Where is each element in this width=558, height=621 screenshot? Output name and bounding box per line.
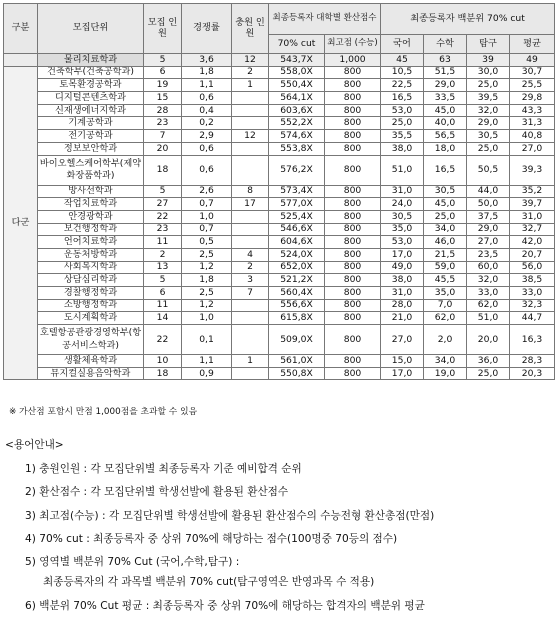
filled-cell: 7 [232, 287, 269, 300]
glossary-item: 2) 환산점수 : 각 모집단위별 학생선발에 활용된 환산점수 [25, 486, 289, 499]
korean-cell: 38,0 [381, 142, 424, 155]
cut70-cell: 524,0X [269, 248, 325, 261]
average-cell: 31,3 [510, 117, 555, 130]
unit-name-cell: 바이오헬스케어학부(제약화장품학과) [38, 155, 144, 185]
unit-name-cell: 건축학부(건축공학과) [38, 66, 144, 79]
filled-cell [232, 223, 269, 236]
cut70-cell: 550,4X [269, 79, 325, 92]
average-cell: 25,5 [510, 79, 555, 92]
max-score-cell: 800 [325, 325, 381, 355]
table-row [4, 142, 555, 155]
average-cell: 56,0 [510, 261, 555, 274]
korean-cell: 24,0 [381, 198, 424, 211]
filled-cell: 12 [232, 130, 269, 143]
inquiry-cell: 25,0 [467, 367, 510, 380]
glossary-item: 4) 70% cut : 최종등록자 중 상위 70%에 해당하는 점수(100명중 70등의 점수) [25, 532, 398, 545]
header-row [4, 4, 555, 35]
cut70-cell: 603,6X [269, 104, 325, 117]
korean-cell: 31,0 [381, 185, 424, 198]
cut70-cell: 574,6X [269, 130, 325, 143]
table-row [4, 299, 555, 312]
average-cell: 42,0 [510, 236, 555, 249]
quota-cell: 11 [144, 236, 182, 249]
unit-name-cell: 운동처방학과 [38, 248, 144, 261]
unit-name-cell: 생활체육학과 [38, 355, 144, 368]
competition-cell: 2,9 [182, 130, 232, 143]
average-cell: 44,7 [510, 312, 555, 325]
competition-cell: 2,5 [182, 287, 232, 300]
math-cell: 19,0 [424, 367, 467, 380]
math-cell: 45,0 [424, 104, 467, 117]
header-competition: 경쟁률 [182, 4, 232, 54]
table-row [4, 198, 555, 211]
cut70-cell: 561,0X [269, 355, 325, 368]
table-row [4, 325, 555, 355]
filled-cell [232, 142, 269, 155]
unit-name-cell: 사회복지학과 [38, 261, 144, 274]
average-cell: 38,5 [510, 274, 555, 287]
inquiry-cell: 30,5 [467, 130, 510, 143]
competition-cell: 2,5 [182, 248, 232, 261]
korean-cell: 15,0 [381, 355, 424, 368]
korean-cell: 51,0 [381, 155, 424, 185]
competition-cell: 1,0 [182, 312, 232, 325]
cut70-cell: 552,2X [269, 117, 325, 130]
unit-name-cell: 전기공학과 [38, 130, 144, 143]
average-cell: 35,2 [510, 185, 555, 198]
quota-cell: 18 [144, 155, 182, 185]
header-quota: 모집 인원 [144, 4, 182, 54]
max-score-cell: 800 [325, 223, 381, 236]
max-score-cell: 800 [325, 79, 381, 92]
unit-name-cell: 작업치료학과 [38, 198, 144, 211]
math-cell: 45,0 [424, 198, 467, 211]
korean-cell: 16,5 [381, 92, 424, 105]
cut70-cell: 525,4X [269, 210, 325, 223]
max-score-cell: 800 [325, 236, 381, 249]
math-cell: 34,0 [424, 223, 467, 236]
table-row [4, 287, 555, 300]
korean-cell: 49,0 [381, 261, 424, 274]
competition-cell: 0,6 [182, 92, 232, 105]
inquiry-cell: 62,0 [467, 299, 510, 312]
cut70-cell: 546,6X [269, 223, 325, 236]
max-score-cell: 800 [325, 312, 381, 325]
header-filled: 충원 인원 [232, 4, 269, 54]
math-cell: 56,5 [424, 130, 467, 143]
korean-cell: 25,0 [381, 117, 424, 130]
inquiry-cell: 30,0 [467, 66, 510, 79]
competition-cell: 0,5 [182, 236, 232, 249]
filled-cell [232, 236, 269, 249]
quota-cell: 5 [144, 54, 182, 67]
quota-cell: 27 [144, 198, 182, 211]
competition-cell: 1,8 [182, 274, 232, 287]
glossary-item: 3) 최고점(수능) : 각 모집단위별 학생선발에 활용된 환산점수의 수능전형 환산총점(만점) [25, 509, 435, 522]
unit-name-cell: 상담심리학과 [38, 274, 144, 287]
math-cell: 46,0 [424, 236, 467, 249]
average-cell: 43,3 [510, 104, 555, 117]
cut70-cell: 576,2X [269, 155, 325, 185]
math-cell: 2,0 [424, 325, 467, 355]
unit-name-cell: 신재생에너지학과 [38, 104, 144, 117]
filled-cell [232, 155, 269, 185]
math-cell: 21,5 [424, 248, 467, 261]
quota-cell: 5 [144, 274, 182, 287]
average-cell: 39,7 [510, 198, 555, 211]
filled-cell: 2 [232, 261, 269, 274]
korean-cell: 10,5 [381, 66, 424, 79]
quota-cell: 22 [144, 210, 182, 223]
korean-cell: 17,0 [381, 248, 424, 261]
filled-cell [232, 104, 269, 117]
unit-name-cell: 물리치료학과 [38, 54, 144, 67]
max-score-cell: 800 [325, 198, 381, 211]
korean-cell: 21,0 [381, 312, 424, 325]
cut70-cell: 604,6X [269, 236, 325, 249]
math-cell: 34,0 [424, 355, 467, 368]
quota-cell: 28 [144, 104, 182, 117]
korean-cell: 28,0 [381, 299, 424, 312]
korean-cell: 17,0 [381, 367, 424, 380]
quota-cell: 19 [144, 79, 182, 92]
inquiry-cell: 23,5 [467, 248, 510, 261]
korean-cell: 30,5 [381, 210, 424, 223]
filled-cell [232, 367, 269, 380]
quota-cell: 22 [144, 325, 182, 355]
korean-cell: 35,0 [381, 223, 424, 236]
glossary-item: 6) 백분위 70% Cut 평균 : 최종등록자 중 상위 70%에 해당하는 합격자의 백분위 평균 [25, 599, 425, 612]
quota-cell: 23 [144, 223, 182, 236]
cut70-cell: 652,0X [269, 261, 325, 274]
table-row [4, 104, 555, 117]
average-cell: 49 [510, 54, 555, 67]
average-cell: 30,7 [510, 66, 555, 79]
filled-cell: 3 [232, 274, 269, 287]
cut70-cell: 521,2X [269, 274, 325, 287]
quota-cell: 13 [144, 261, 182, 274]
inquiry-cell: 36,0 [467, 355, 510, 368]
math-cell: 29,0 [424, 79, 467, 92]
table-row [4, 223, 555, 236]
average-cell: 33,0 [510, 287, 555, 300]
average-cell: 39,3 [510, 155, 555, 185]
max-score-cell: 800 [325, 274, 381, 287]
footnote: ※ 가산점 포함시 만점 1,000점을 초과할 수 있음 [9, 407, 198, 417]
quota-cell: 6 [144, 287, 182, 300]
unit-name-cell: 안경광학과 [38, 210, 144, 223]
math-cell: 33,5 [424, 92, 467, 105]
competition-cell: 0,7 [182, 223, 232, 236]
korean-cell: 53,0 [381, 104, 424, 117]
unit-name-cell: 토목환경공학과 [38, 79, 144, 92]
average-cell: 32,3 [510, 299, 555, 312]
average-cell: 29,8 [510, 92, 555, 105]
quota-cell: 14 [144, 312, 182, 325]
header-converted-score: 최종등록자 대학별 환산점수 [269, 4, 381, 35]
table-row [4, 274, 555, 287]
quota-cell: 15 [144, 92, 182, 105]
korean-cell: 38,0 [381, 274, 424, 287]
cut70-cell: 573,4X [269, 185, 325, 198]
header-unit: 모집단위 [38, 4, 144, 54]
average-cell: 28,3 [510, 355, 555, 368]
inquiry-cell: 25,0 [467, 142, 510, 155]
glossary-title: <용어안내> [5, 439, 64, 451]
header-cut70: 70% cut [269, 35, 325, 54]
competition-cell: 0,7 [182, 198, 232, 211]
max-score-cell: 800 [325, 130, 381, 143]
max-score-cell: 800 [325, 248, 381, 261]
filled-cell [232, 210, 269, 223]
header-math: 수학 [424, 35, 467, 54]
unit-name-cell: 기계공학과 [38, 117, 144, 130]
competition-cell: 2,6 [182, 185, 232, 198]
table-row [4, 355, 555, 368]
unit-name-cell: 호텔항공관광경영학부(항공서비스학과) [38, 325, 144, 355]
filled-cell: 1 [232, 355, 269, 368]
group-empty-cell [4, 54, 38, 67]
average-cell: 16,3 [510, 325, 555, 355]
inquiry-cell: 50,5 [467, 155, 510, 185]
unit-name-cell: 보건행정학과 [38, 223, 144, 236]
table-row [4, 367, 555, 380]
max-score-cell: 800 [325, 155, 381, 185]
filled-cell: 4 [232, 248, 269, 261]
cut70-cell: 543,7X [269, 54, 325, 67]
glossary-item-continuation: 최종등록자의 각 과목별 백분위 70% cut(탐구영역은 반영과목 수 적용) [43, 576, 375, 589]
cut70-cell: 550,8X [269, 367, 325, 380]
cut70-cell: 558,0X [269, 66, 325, 79]
average-cell: 20,3 [510, 367, 555, 380]
unit-name-cell: 도시계획학과 [38, 312, 144, 325]
quota-cell: 5 [144, 185, 182, 198]
inquiry-cell: 37,5 [467, 210, 510, 223]
table-row [4, 155, 555, 185]
header-category: 구분 [4, 4, 38, 54]
competition-cell: 1,8 [182, 66, 232, 79]
inquiry-cell: 39,5 [467, 92, 510, 105]
cut70-cell: 553,8X [269, 142, 325, 155]
competition-cell: 0,4 [182, 104, 232, 117]
cut70-cell: 556,6X [269, 299, 325, 312]
competition-cell: 1,1 [182, 79, 232, 92]
table-row [4, 312, 555, 325]
max-score-cell: 800 [325, 117, 381, 130]
cut70-cell: 560,4X [269, 287, 325, 300]
filled-cell [232, 312, 269, 325]
max-score-cell: 800 [325, 261, 381, 274]
quota-cell: 23 [144, 117, 182, 130]
glossary-item: 5) 영역별 백분위 70% Cut (국어,수학,탐구) : [25, 556, 240, 569]
header-korean: 국어 [381, 35, 424, 54]
math-cell: 63 [424, 54, 467, 67]
filled-cell: 2 [232, 66, 269, 79]
korean-cell: 22,5 [381, 79, 424, 92]
unit-name-cell: 정보보안학과 [38, 142, 144, 155]
filled-cell: 12 [232, 54, 269, 67]
filled-cell: 1 [232, 79, 269, 92]
filled-cell [232, 325, 269, 355]
inquiry-cell: 20,0 [467, 325, 510, 355]
inquiry-cell: 27,0 [467, 236, 510, 249]
inquiry-cell: 32,0 [467, 104, 510, 117]
inquiry-cell: 60,0 [467, 261, 510, 274]
table-row [4, 54, 555, 67]
unit-name-cell: 경찰행정학과 [38, 287, 144, 300]
competition-cell: 1,2 [182, 261, 232, 274]
max-score-cell: 800 [325, 92, 381, 105]
competition-cell: 1,0 [182, 210, 232, 223]
quota-cell: 2 [144, 248, 182, 261]
group-label-cell: 다군 [4, 66, 38, 380]
korean-cell: 53,0 [381, 236, 424, 249]
max-score-cell: 800 [325, 367, 381, 380]
table-row [4, 117, 555, 130]
filled-cell: 17 [232, 198, 269, 211]
max-score-cell: 800 [325, 287, 381, 300]
table-row [4, 92, 555, 105]
average-cell: 27,0 [510, 142, 555, 155]
table-row [4, 261, 555, 274]
max-score-cell: 800 [325, 66, 381, 79]
average-cell: 40,8 [510, 130, 555, 143]
math-cell: 25,0 [424, 210, 467, 223]
korean-cell: 31,0 [381, 287, 424, 300]
max-score-cell: 800 [325, 185, 381, 198]
competition-cell: 1,2 [182, 299, 232, 312]
inquiry-cell: 25,0 [467, 79, 510, 92]
cut70-cell: 577,0X [269, 198, 325, 211]
filled-cell [232, 299, 269, 312]
table-row [4, 79, 555, 92]
korean-cell: 27,0 [381, 325, 424, 355]
table-row [4, 130, 555, 143]
table-row [4, 66, 555, 79]
inquiry-cell: 29,0 [467, 223, 510, 236]
unit-name-cell: 뮤지컬실용음악학과 [38, 367, 144, 380]
table-row [4, 185, 555, 198]
table-row [4, 248, 555, 261]
filled-cell [232, 92, 269, 105]
quota-cell: 18 [144, 367, 182, 380]
competition-cell: 0,1 [182, 325, 232, 355]
competition-cell: 3,6 [182, 54, 232, 67]
competition-cell: 0,6 [182, 142, 232, 155]
math-cell: 51,5 [424, 66, 467, 79]
math-cell: 18,0 [424, 142, 467, 155]
math-cell: 40,0 [424, 117, 467, 130]
max-score-cell: 800 [325, 104, 381, 117]
glossary [5, 437, 553, 621]
quota-cell: 20 [144, 142, 182, 155]
table-row [4, 236, 555, 249]
glossary-item: 1) 충원인원 : 각 모집단위별 최종등록자 기준 예비합격 순위 [25, 463, 302, 475]
competition-cell: 0,6 [182, 155, 232, 185]
cut70-cell: 564,1X [269, 92, 325, 105]
max-score-cell: 800 [325, 142, 381, 155]
quota-cell: 7 [144, 130, 182, 143]
header-max-score: 최고점 (수능) [325, 35, 381, 54]
header-average: 평균 [510, 35, 555, 54]
inquiry-cell: 50,0 [467, 198, 510, 211]
competition-cell: 1,1 [182, 355, 232, 368]
math-cell: 16,5 [424, 155, 467, 185]
unit-name-cell: 소방행정학과 [38, 299, 144, 312]
average-cell: 32,7 [510, 223, 555, 236]
competition-cell: 0,9 [182, 367, 232, 380]
average-cell: 31,0 [510, 210, 555, 223]
header-percentile: 최종등록자 백분위 70% cut [381, 4, 555, 35]
inquiry-cell: 44,0 [467, 185, 510, 198]
math-cell: 30,5 [424, 185, 467, 198]
math-cell: 35,0 [424, 287, 467, 300]
table-row [4, 210, 555, 223]
max-score-cell: 800 [325, 210, 381, 223]
inquiry-cell: 39 [467, 54, 510, 67]
inquiry-cell: 33,0 [467, 287, 510, 300]
inquiry-cell: 51,0 [467, 312, 510, 325]
quota-cell: 6 [144, 66, 182, 79]
inquiry-cell: 32,0 [467, 274, 510, 287]
korean-cell: 45 [381, 54, 424, 67]
cut70-cell: 615,8X [269, 312, 325, 325]
math-cell: 62,0 [424, 312, 467, 325]
filled-cell [232, 117, 269, 130]
math-cell: 7,0 [424, 299, 467, 312]
max-score-cell: 1,000 [325, 54, 381, 67]
unit-name-cell: 방사선학과 [38, 185, 144, 198]
cut70-cell: 509,0X [269, 325, 325, 355]
filled-cell: 8 [232, 185, 269, 198]
unit-name-cell: 언어치료학과 [38, 236, 144, 249]
math-cell: 45,5 [424, 274, 467, 287]
competition-cell: 0,2 [182, 117, 232, 130]
math-cell: 59,0 [424, 261, 467, 274]
unit-name-cell: 디지털콘텐츠학과 [38, 92, 144, 105]
inquiry-cell: 29,0 [467, 117, 510, 130]
average-cell: 20,7 [510, 248, 555, 261]
max-score-cell: 800 [325, 299, 381, 312]
quota-cell: 11 [144, 299, 182, 312]
admission-results-table [3, 3, 555, 380]
max-score-cell: 800 [325, 355, 381, 368]
korean-cell: 35,5 [381, 130, 424, 143]
quota-cell: 10 [144, 355, 182, 368]
header-inquiry: 탐구 [467, 35, 510, 54]
